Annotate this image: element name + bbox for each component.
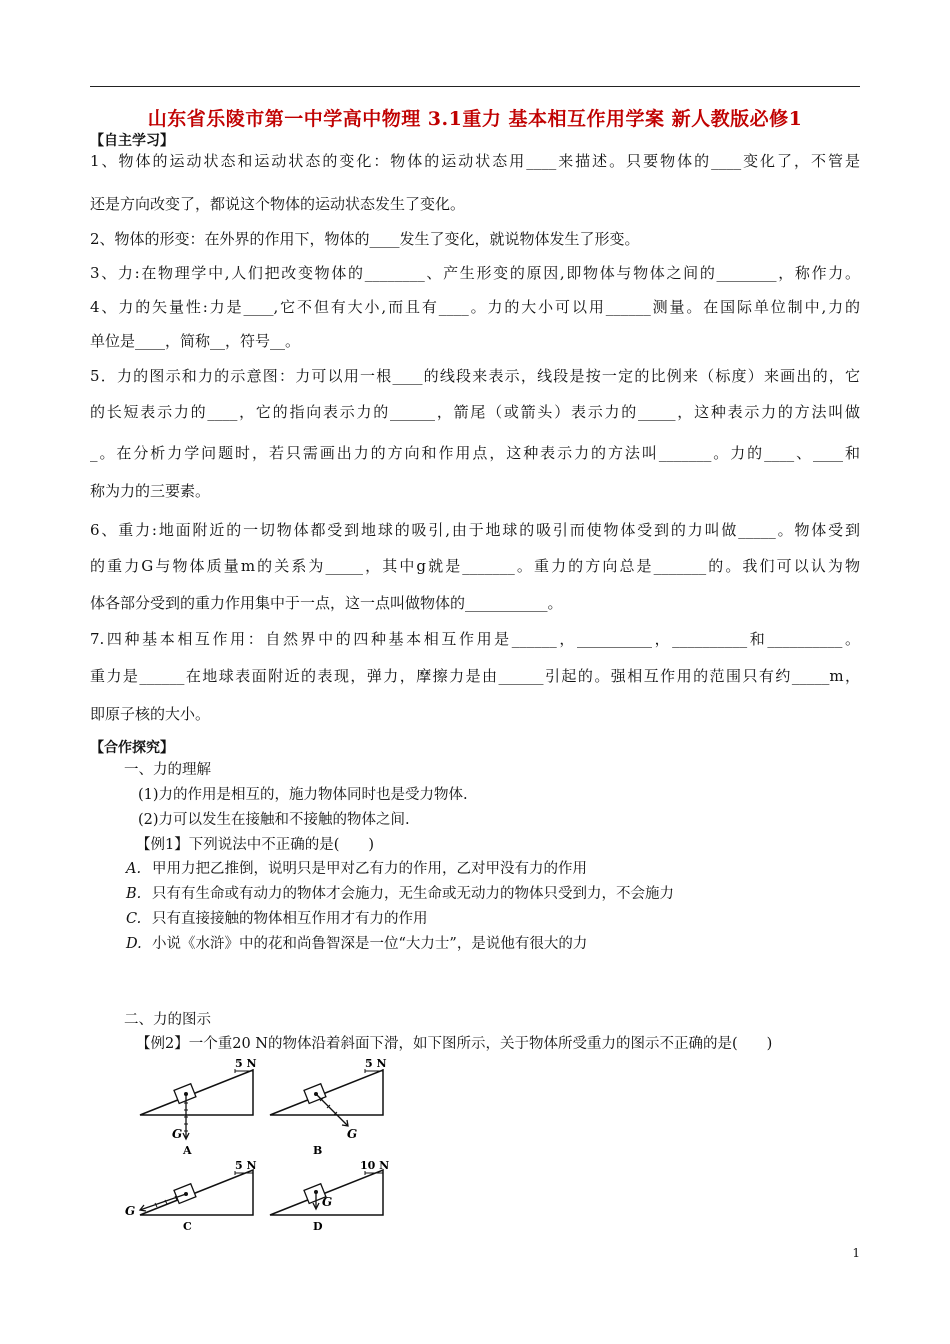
text-line: 1、物体的运动状态和运动状态的变化：物体的运动状态用____来描述。只要物体的____变化了，不管是 [90,152,860,170]
option-key: C. [126,911,142,927]
figure-b [265,1058,395,1158]
scale-label: 5 N [365,1058,387,1070]
figure-label: C [183,1220,192,1233]
force-label: G [125,1204,136,1218]
self-study-heading: 【自主学习】 [90,133,174,149]
option-key: B. [126,886,142,902]
option-text: 只有直接接触的物体相互作用才有力的作用 [152,911,428,927]
option-a [126,857,587,878]
text-line: 5．力的图示和力的示意图：力可以用一根____的线段来表示，线段是按一定的比例来（标度）来画出的，它 [90,367,860,385]
figure-c [120,1158,265,1234]
part2-heading: 二、力的图示 [124,1012,211,1028]
text-line: 体各部分受到的重力作用集中于一点，这一点叫做物体的___________。 [90,594,563,612]
coop-heading: 【合作探究】 [90,740,174,756]
scale-label: 10 N [360,1159,390,1172]
page-number: 1 [852,1246,860,1260]
text-line: 7.四种基本相互作用：自然界中的四种基本相互作用是______，__________，__________和__________。 [90,630,860,648]
page-title: 山东省乐陵市第一中学高中物理 3.1重力 基本相互作用学案 新人教版必修1 [147,108,803,130]
option-key: D. [126,936,142,952]
figure-label: D [313,1220,323,1233]
header-rule [90,86,860,87]
text-line: 的长短表示力的____，它的指向表示力的______，箭尾（或箭头）表示力的_____，这种表示力的方法叫做 [90,403,860,421]
part1-point: (1)力的作用是相互的，施力物体同时也是受力物体. [138,787,468,803]
force-label: G [172,1127,183,1141]
text-line: 单位是____，简称__，符号__。 [90,332,301,350]
text-line: _。在分析力学问题时，若只需画出力的方向和作用点，这种表示力的方法叫_______。力的____、____和 [90,444,860,462]
scale-label: 5 N [235,1058,257,1070]
text-line: 即原子核的大小。 [90,705,211,723]
option-text: 小说《水浒》中的花和尚鲁智深是一位“大力士”，是说他有很大的力 [152,936,588,952]
figure-label: B [313,1144,323,1157]
text-line: 2、物体的形变：在外界的作用下，物体的____发生了变化，就说物体发生了形变。 [90,230,640,248]
figure-label: A [183,1144,192,1157]
option-text: 只有有生命或有动力的物体才会施力，无生命或无动力的物体只受到力，不会施力 [152,886,674,902]
option-c [126,907,428,928]
scale-label: 5 N [235,1159,257,1172]
example1-question: 【例1】下列说法中不正确的是( ) [136,837,375,853]
part1-point: (2)力可以发生在接触和不接触的物体之间. [138,812,410,828]
example2-question: 【例2】一个重20 N的物体沿着斜面下滑，如下图所示，关于物体所受重力的图示不正确的是( ) [136,1036,773,1052]
text-line: 3、力:在物理学中,人们把改变物体的________、产生形变的原因,即物体与物体之间的________，称作力。 [90,264,860,282]
part1-heading: 一、力的理解 [124,762,211,778]
option-d [126,932,587,953]
force-label: G [322,1195,333,1209]
text-line: 重力是______在地球表面附近的表现，弹力，摩擦力是由______引起的。强相互作用的范围只有约_____m， [90,667,860,685]
option-b [126,882,674,903]
figure-a [135,1058,265,1158]
text-line: 称为力的三要素。 [90,482,211,500]
text-line: 6、重力:地面附近的一切物体都受到地球的吸引,由于地球的吸引而使物体受到的力叫做_____。物体受到 [90,521,860,539]
text-line: 的重力G与物体质量m的关系为_____，其中g就是_______。重力的方向总是_______的。我们可以认为物 [90,557,860,575]
option-text: 甲用力把乙推倒，说明只是甲对乙有力的作用，乙对甲没有力的作用 [152,861,587,877]
text-line: 4、力的矢量性:力是____,它不但有大小,而且有____。力的大小可以用______测量。在国际单位制中,力的 [90,298,860,316]
figure-d [265,1158,395,1234]
option-key: A. [126,861,142,877]
force-label: G [347,1127,358,1141]
text-line: 还是方向改变了，都说这个物体的运动状态发生了变化。 [90,195,466,213]
